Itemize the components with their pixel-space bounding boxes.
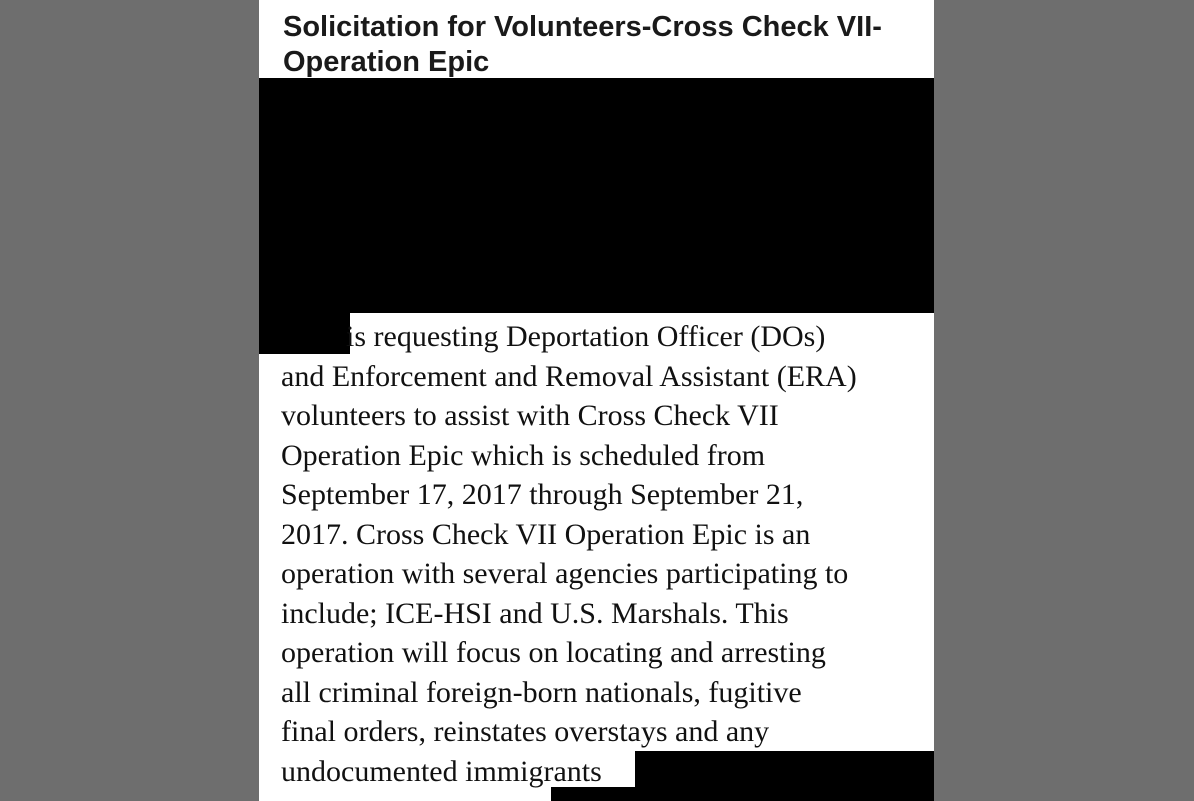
- body-line: 2017. Cross Check VII Operation Epic is an: [281, 517, 811, 551]
- body-line: operation will focus on locating and arresting: [281, 636, 826, 669]
- body-line: undocumented immigrants: [281, 754, 602, 788]
- body-line: and Enforcement and Removal Assistant (ERA): [281, 359, 857, 393]
- document-title: Solicitation for Volunteers-Cross Check VII-Operation Epic: [283, 11, 882, 78]
- body-line: final orders, reinstates overstays and any: [281, 715, 770, 748]
- body-paragraph: [281, 317, 931, 791]
- body-line: volunteers to assist with Cross Check VII: [281, 399, 779, 432]
- redaction-block-top: [259, 78, 934, 313]
- body-line: include; ICE-HSI and U.S. Marshals. This: [281, 596, 789, 630]
- body-line: is requesting Deportation Officer (DOs): [346, 320, 826, 353]
- body-line: Operation Epic which is scheduled from: [281, 438, 766, 472]
- body-line: all criminal foreign-born nationals, fugitive: [281, 675, 802, 709]
- redaction-block-bottom: [635, 751, 934, 801]
- document-page: [259, 0, 934, 801]
- body-line: operation with several agencies participating to: [281, 557, 849, 590]
- redaction-block-bottom-edge: [551, 787, 641, 801]
- body-line: September 17, 2017 through September 21,: [281, 478, 804, 511]
